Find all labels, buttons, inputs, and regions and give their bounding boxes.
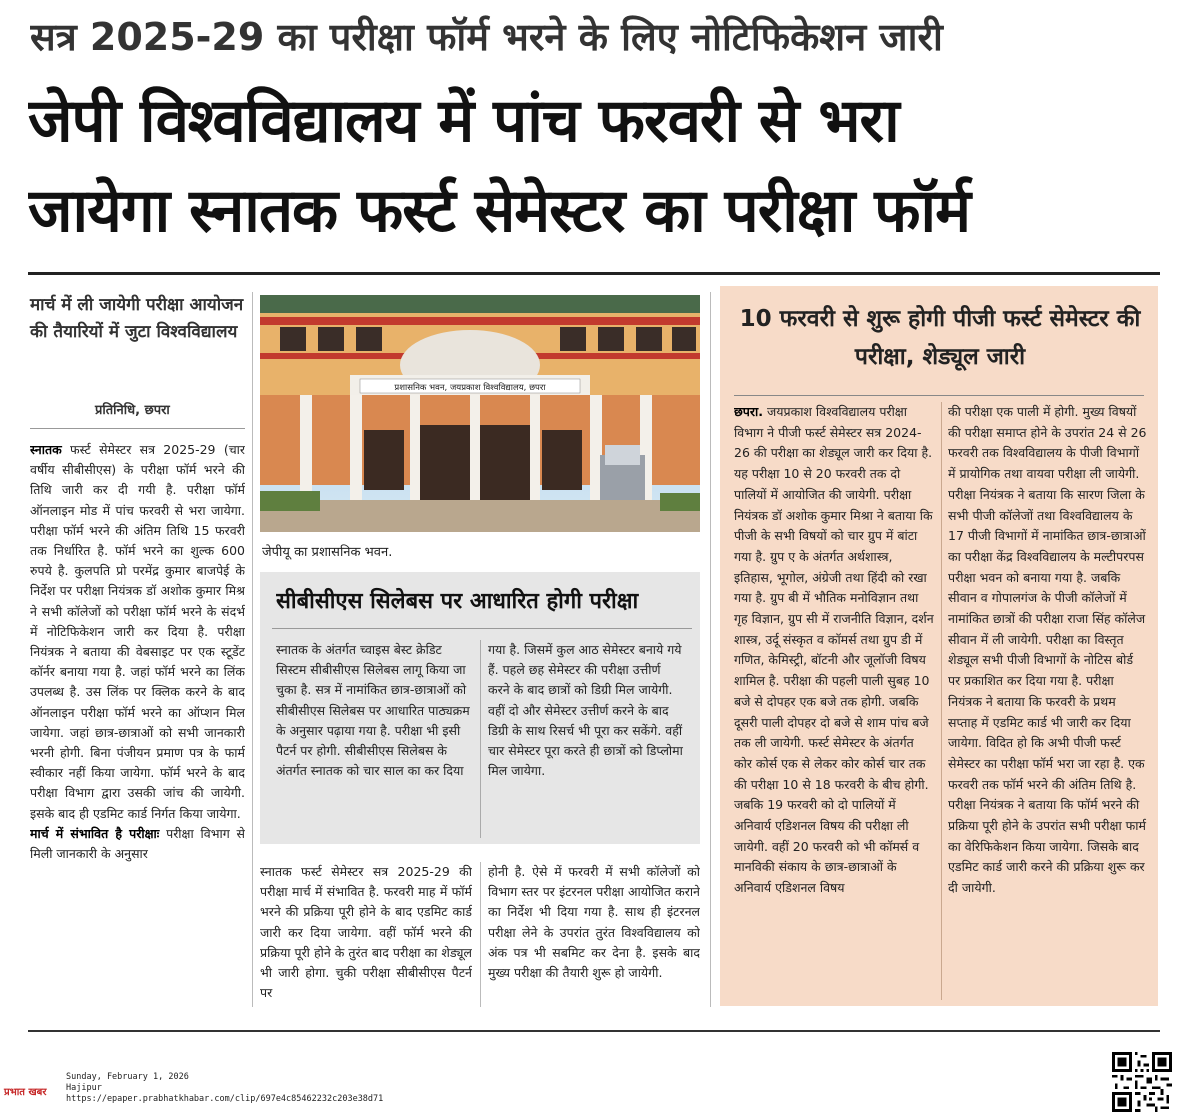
lead-label: स्नातक xyxy=(30,442,62,457)
clip-footer xyxy=(66,1072,383,1105)
column-divider-left xyxy=(252,292,253,1007)
left-article-column xyxy=(30,440,245,1005)
pg-box-divider xyxy=(734,395,1144,396)
photo-illustration xyxy=(260,295,700,532)
pg-box-title: 10 फरवरी से शुरू होगी पीजी फर्स्ट सेमेस्टर की परीक्षा, शेड्यूल जारी xyxy=(739,306,1141,370)
cbcs-box-column-2: गया है. जिसमें कुल आठ सेमेस्टर बनाये गये हैं. पहले छह सेमेस्टर की परीक्षा उत्तीर्ण करने के बाद छात्रों को डिग्री मिल जायेगी. वहीं दो और सेमेस्टर उत्तीर्ण करने के बाद डिग्री के साथ रिसर्च भी पूरा कर सकेंगे. वहीं चार सेमेस्टर पूरा करते ही छात्रों को डिप्लोमा मिल जायेगा. xyxy=(488,642,683,779)
cbcs-box-column-1: स्नातक के अंतर्गत च्वाइस बेस्ट क्रेडिट सिस्टम सीबीसीएस सिलेबस लागू किया जा चुका है. सत्र में नामांकित छात्र-छात्राओं को सीबीसीएस सिलेबस पर आधारित पाठ्यक्रम के अनुसार पढ़ाया गया है. परीक्षा भी इसी पैटर्न पर होगी. सीबीसीएस सिलेबस के अंतर्गत स्नातक को चार साल का कर दिया xyxy=(276,642,470,779)
newspaper-logo: प्रभात खबर xyxy=(4,1087,47,1098)
byline-divider xyxy=(30,428,245,429)
headline-line-1: जेपी विश्वविद्यालय में पांच फरवरी से भरा xyxy=(28,86,899,156)
footer-city: Hajipur xyxy=(66,1083,102,1093)
pg-column-1-body: जयप्रकाश विश्वविद्यालय परीक्षा विभाग ने पीजी फर्स्ट सेमेस्टर सत्र 2024-26 की परीक्षा का शेड्यूल जारी कर दिया है. यह परीक्षा 10 से 20 फरवरी तक दो पालियों में आयोजित की जायेगी. परीक्षा नियंत्रक डॉ अशोक कुमार मिश्रा ने बताया कि पीजी के सभी विषयों को चार ग्रुप में बांटा गया है. ग्रुप ए के अंतर्गत अर्थशास्त्र, इतिहास, भूगोल, अंग्रेजी तथा हिंदी को रखा गया है. ग्रुप बी में भौतिक मनोविज्ञान तथा गृह विज्ञान, ग्रुप सी में राजनीति विज्ञान, दर्शन शास्त्र, उर्दू संस्कृत व कॉमर्स तथा ग्रुप डी में गणित, केमिस्ट्री, बॉटनी और जूलॉजी विषय शामिल है. परीक्षा की पहली पाली सुबह 10 बजे से दोपहर एक बजे तक होगी. जबकि दूसरी पाली दोपहर दो बजे से शाम पांच बजे तक ली जायेगी. फर्स्ट सेमेस्टर के अंतर्गत कोर कोर्स एक से लेकर कोर कोर्स चार तक की परीक्षा 10 से 18 फरवरी के बीच होगी. जबकि 19 फरवरी को दो पालियों में अनिवार्य एडिशनल विषय की परीक्षा ली जायेगी. वहीं 20 फरवरी को भी कॉमर्स व मानविकी संकाय के छात्र-छात्राओं के अनिवार्य एडिशनल विषय xyxy=(734,404,934,896)
main-headline xyxy=(28,76,1168,256)
pg-box-column-1 xyxy=(734,402,934,1000)
cbcs-box-title: सीबीसीएस सिलेबस पर आधारित होगी परीक्षा xyxy=(276,589,639,614)
section-label: मार्च में संभावित है परीक्षाः xyxy=(30,825,160,841)
pg-box-column-2: की परीक्षा एक पाली में होगी. मुख्य विषयों की परीक्षा समाप्त होने के उपरांत 24 से 26 फरवरी तक विश्वविद्यालय के पीजी विभागों में प्रायोगिक तथा वायवा परीक्षा ली जायेगी. परीक्षा नियंत्रक ने बताया कि सारण जिला के सभी पीजी कॉलेजों तथा विश्वविद्यालय के 17 पीजी विभागों में नामांकित छात्र-छात्राओं का परीक्षा केंद्र विश्वविद्यालय के मल्टीपरपस परीक्षा भवन को बनाया गया है. जबकि सीवान व गोपालगंज के पीजी कॉलेजों में नामांकित छात्रों की परीक्षा राजा सिंह कॉलेज सीवान में ली जायेगी. परीक्षा का विस्तृत शेड्यूल सभी पीजी विभागों के नोटिस बोर्ड पर प्रकाशित कर दिया गया है. परीक्षा नियंत्रक ने बताया कि फरवरी के प्रथम सप्ताह में एडमिट कार्ड भी जारी कर दिया जायेगा. विदित हो कि अभी पीजी फर्स्ट सेमेस्टर का परीक्षा फॉर्म भरा जा रहा है. एक फरवरी तक फॉर्म भरने की अंतिम तिथि है. परीक्षा नियंत्रक ने बताया कि फॉर्म भरने की प्रक्रिया पूरी होने के उपरांत सभी परीक्षा फार्म का वेरिफिकेशन किया जायेगा. जिसके बाद एडमिट कार्ड जारी करने की प्रक्रिया शुरू कर दी जायेगी. xyxy=(948,404,1147,896)
footer-date: Sunday, February 1, 2026 xyxy=(66,1072,189,1082)
headline-divider xyxy=(28,272,1160,275)
qr-code-icon[interactable] xyxy=(1112,1052,1172,1112)
footer-url[interactable]: https://epaper.prabhatkhabar.com/clip/697e4c85462232c203e38d71 xyxy=(66,1094,384,1104)
byline: प्रतिनिधि, छपरा xyxy=(95,403,170,418)
building-photo xyxy=(260,295,700,532)
middle-column-divider xyxy=(480,862,481,1007)
column-divider-right xyxy=(710,292,711,1007)
kicker-headline: सत्र 2025-29 का परीक्षा फॉर्म भरने के लिए नोटिफिकेशन जारी xyxy=(30,15,943,59)
subheadline: मार्च में ली जायेगी परीक्षा आयोजन की तैयारियों में जुटा विश्वविद्यालय xyxy=(30,295,244,342)
pg-column-divider xyxy=(941,402,942,1000)
middle-article-column-2: होनी है. ऐसे में फरवरी में सभी कॉलेजों को विभाग स्तर पर इंटरनल परीक्षा आयोजित कराने का निर्देश भी दिया गया है. साथ ही इंटरनल परीक्षा लेने के उपरांत तुरंत विश्वविद्यालय को अंक पत्र भी सबमिट कर देना है. इसके बाद मुख्य परीक्षा की तैयारी शुरू हो जायेगी. xyxy=(488,864,700,981)
headline-line-2: जायेगा स्नातक फर्स्ट सेमेस्टर का परीक्षा फॉर्म xyxy=(28,176,970,246)
middle-article-column-1: स्नातक फर्स्ट सेमेस्टर सत्र 2025-29 की परीक्षा मार्च में संभावित है. फरवरी माह में फॉर्म भरने की प्रक्रिया पूरी होने के बाद एडमिट कार्ड जारी कर दिया जायेगा. वहीं फॉर्म भरने की प्रक्रिया पूरी होने के तुरंत बाद परीक्षा का शेड्यूल भी जारी होगा. चुकी परीक्षा सीबीसीएस पैटर्न पर xyxy=(260,864,472,1001)
lead-body: फर्स्ट सेमेस्टर सत्र 2025-29 (चार वर्षीय सीबीसीएस) के परीक्षा फॉर्म भरने की तिथि जारी कर दी गयी है. परीक्षा फॉर्म ऑनलाइन मोड में पांच फरवरी से भरा जायेगा. परीक्षा फॉर्म भरने की अंतिम तिथि 15 फरवरी तक निर्धारित है. फॉर्म भरने का शुल्क 600 रुपये है. कुलपति प्रो परमेंद्र कुमार बाजपेई के निर्देश पर परीक्षा नियंत्रक डॉ अशोक कुमार मिश्र ने सभी कॉलेजों को परीक्षा फॉर्म भरने के संदर्भ में नोटिफिकेशन जारी कर दिया है. परीक्षा नियंत्रक ने बताया की वेबसाइट पर एक स्टूडेंट कॉर्नर बनाया गया है. जहां फॉर्म भरने का लिंक उपलब्ध है. उस लिंक पर क्लिक करने के बाद ऑनलाइन परीक्षा फॉर्म भरने का ऑप्शन मिल जायेगा. जहां छात्र-छात्राओं को सभी जानकारी भरनी होगी. बिना पंजीयन प्रमाण पत्र के फार्म स्वीकार नहीं किया जायेगा. फॉर्म भरने के बाद परीक्षा विभाग द्वारा उसकी जांच की जायेगी. इसके बाद ही एडमिट कार्ड निर्गत किया जायेगा. xyxy=(30,442,245,821)
section-body: परीक्षा विभाग से मिली जानकारी के अनुसार xyxy=(30,825,245,862)
pg-dateline: छपरा. xyxy=(734,404,763,419)
qr-code-graphic xyxy=(1112,1052,1172,1112)
photo-caption: जेपीयू का प्रशासनिक भवन. xyxy=(262,545,393,560)
cbcs-box-divider xyxy=(272,628,692,629)
photo-sign-text: प्रशासनिक भवन, जयप्रकाश विश्वविद्यालय, छपरा xyxy=(394,383,546,393)
cbcs-column-divider xyxy=(480,640,481,838)
page-bottom-rule xyxy=(28,1030,1160,1032)
